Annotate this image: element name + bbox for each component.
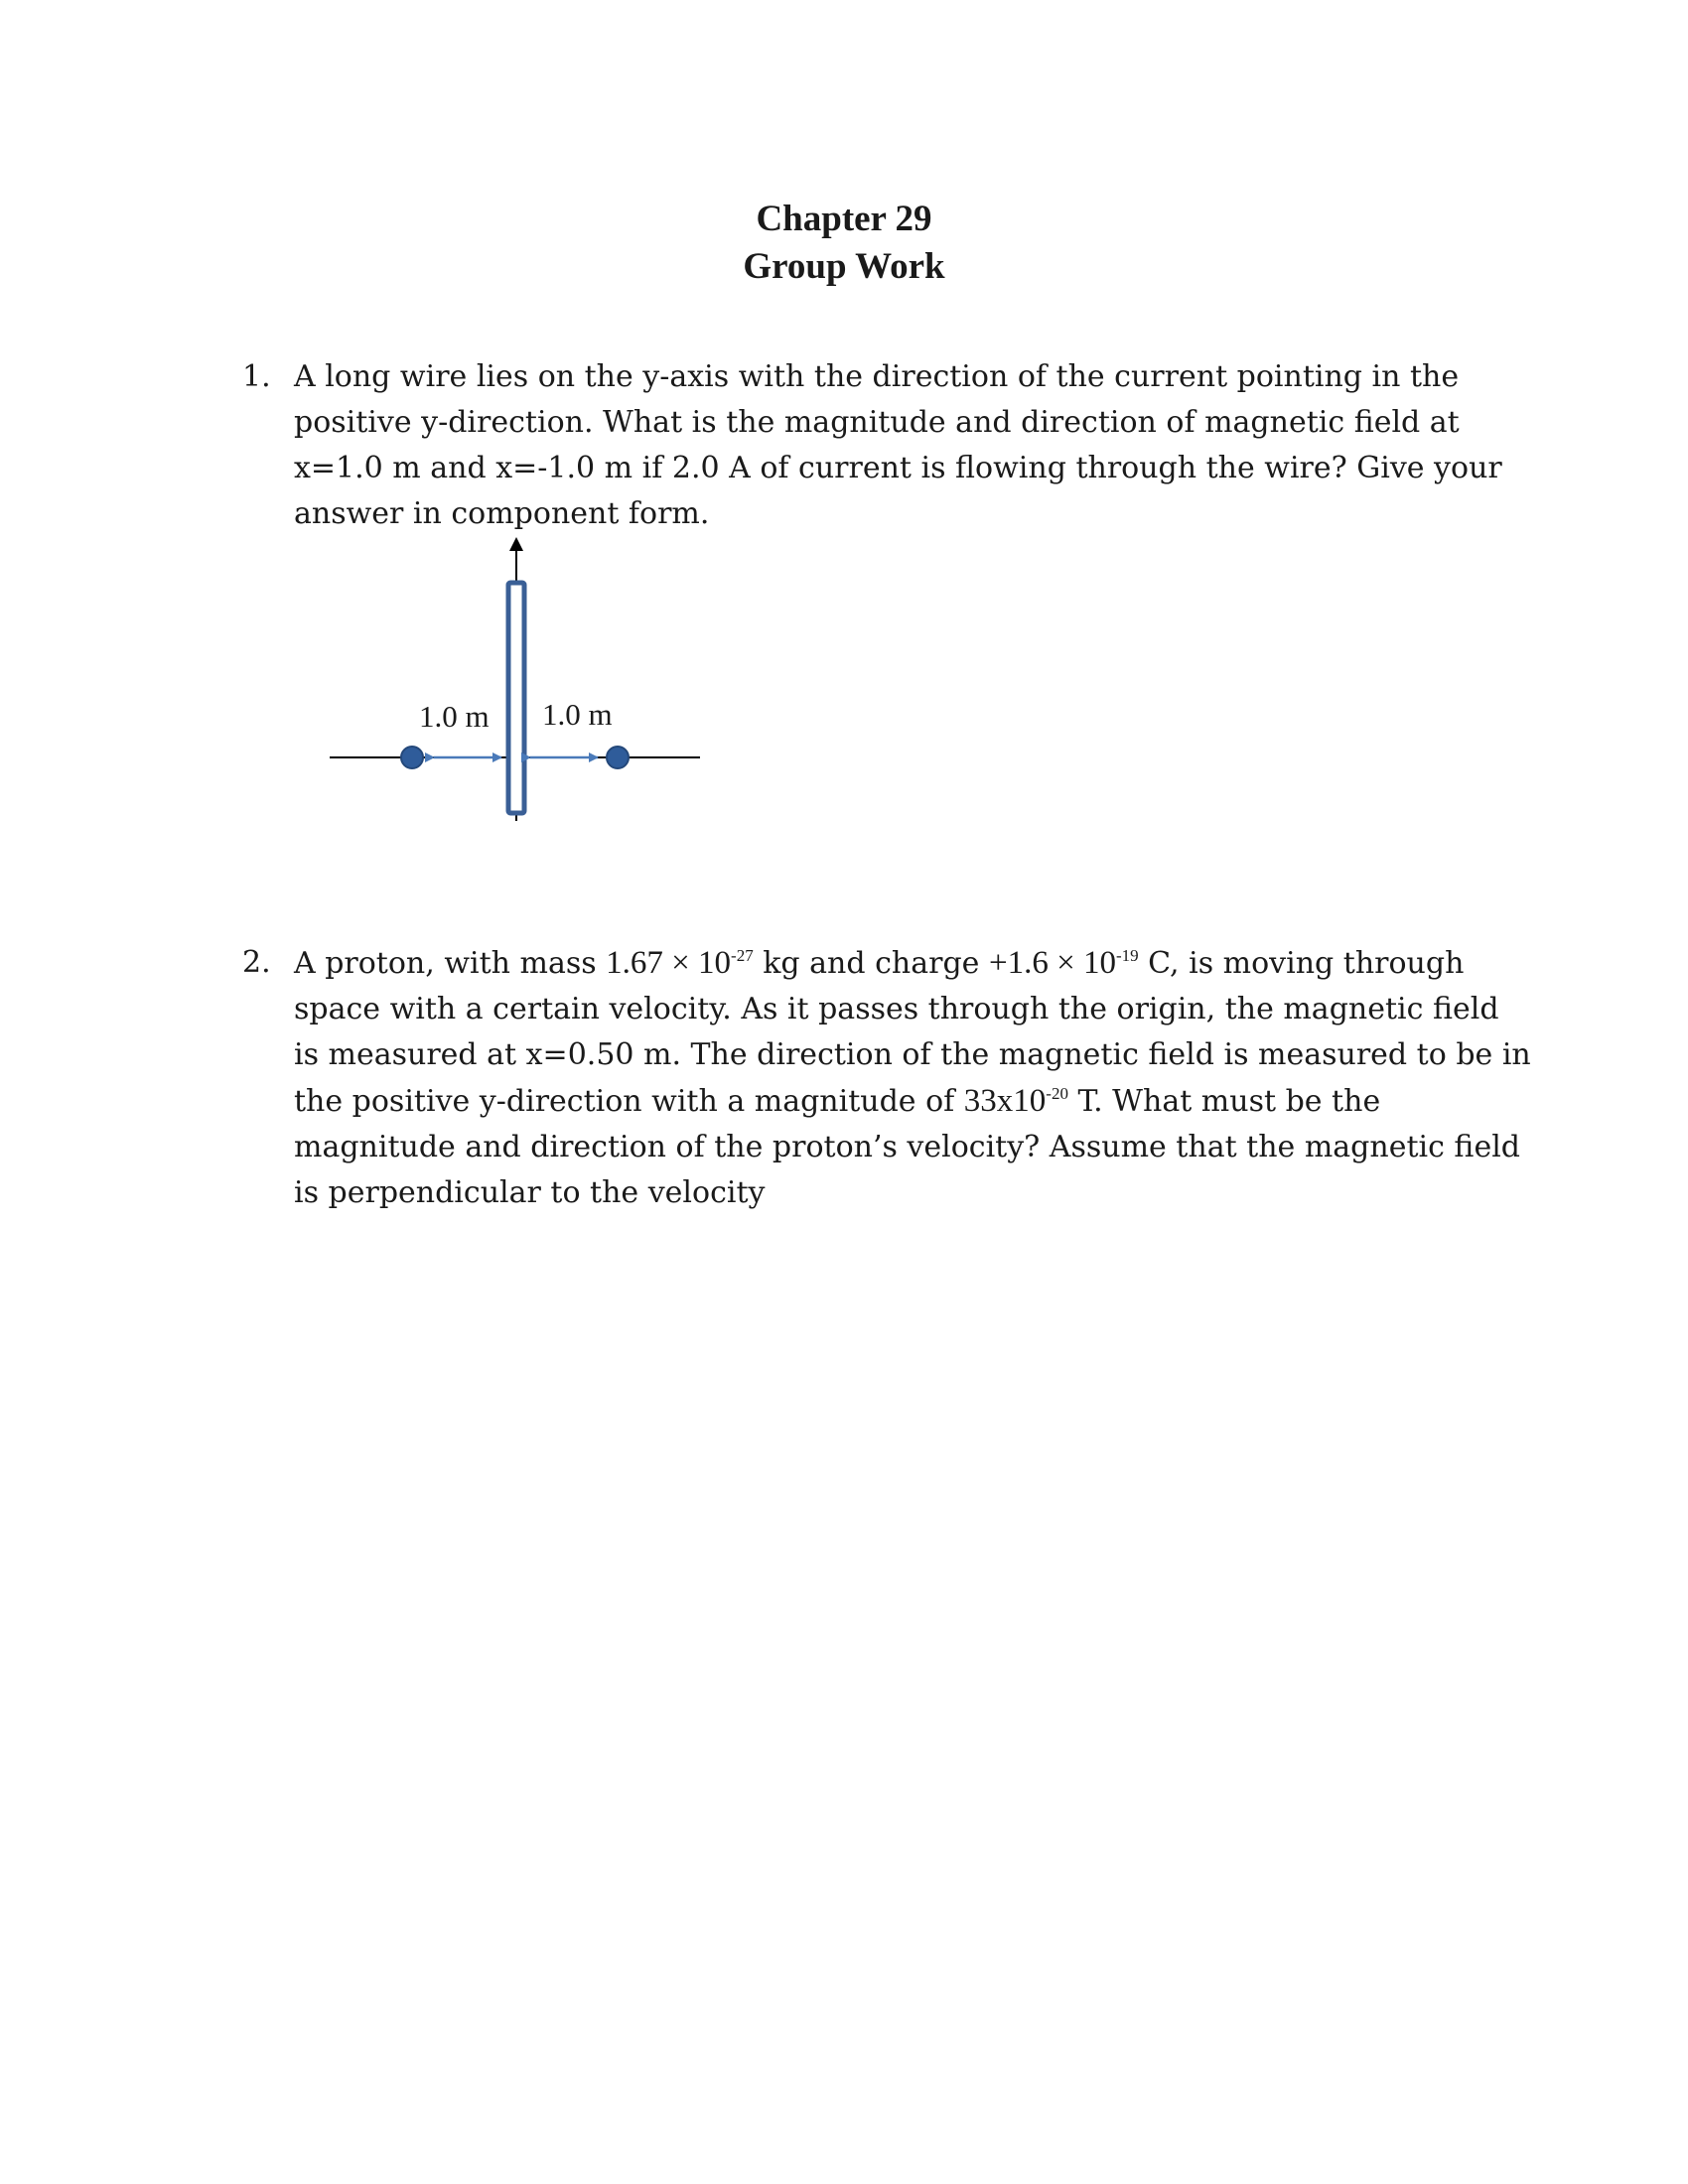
question-line: A long wire lies on the y-axis with the direction of the current pointing in the bbox=[294, 359, 1460, 394]
field-magnitude-value: 33x10 bbox=[963, 1083, 1047, 1119]
wire bbox=[508, 583, 524, 813]
question-line bbox=[294, 940, 1485, 987]
question-line: positive y-direction. What is the magnitude and direction of magnetic field at bbox=[294, 405, 1460, 440]
field-magnitude-exponent: -20 bbox=[1046, 1084, 1068, 1103]
question-line bbox=[294, 1078, 1485, 1125]
question-line: x=1.0 m and x=-1.0 m if 2.0 A of current is flowing through the wire? Give your bbox=[294, 451, 1502, 485]
proton-mass-value: 1.67 × 10 bbox=[606, 945, 732, 981]
question-line: is perpendicular to the velocity bbox=[294, 1175, 766, 1210]
text-segment: A proton, with mass bbox=[294, 946, 607, 981]
left-distance-label: 1.0 m bbox=[419, 699, 490, 734]
left-point bbox=[401, 747, 423, 768]
right-point bbox=[607, 747, 629, 768]
current-direction-arrowhead bbox=[509, 537, 523, 551]
question-line: is measured at x=0.50 m. The direction of the magnetic field is measured to be in bbox=[294, 1037, 1531, 1072]
text-segment: the positive y-direction with a magnitude of bbox=[294, 1084, 964, 1119]
question-text bbox=[294, 940, 1531, 1216]
question-number: 1. bbox=[242, 359, 271, 394]
chapter-title: Chapter 29 bbox=[756, 199, 932, 239]
wire-diagram bbox=[318, 531, 715, 829]
text-segment: kg and charge bbox=[753, 946, 989, 981]
text-segment: C, is moving through bbox=[1138, 946, 1465, 981]
question-number: 2. bbox=[242, 945, 271, 980]
question-line: magnitude and direction of the proton’s velocity? Assume that the magnetic field bbox=[294, 1130, 1520, 1164]
page-subtitle: Group Work bbox=[743, 246, 945, 287]
proton-charge-value: +1.6 × 10 bbox=[988, 945, 1116, 981]
question-text bbox=[294, 354, 1502, 537]
question-line: answer in component form. bbox=[294, 496, 710, 531]
proton-mass-exponent: -27 bbox=[731, 946, 754, 965]
question-line: space with a certain velocity. As it passes through the origin, the magnetic field bbox=[294, 992, 1499, 1026]
text-segment: T. What must be the bbox=[1067, 1084, 1381, 1119]
right-distance-label: 1.0 m bbox=[542, 697, 613, 732]
proton-charge-exponent: -19 bbox=[1115, 946, 1139, 965]
